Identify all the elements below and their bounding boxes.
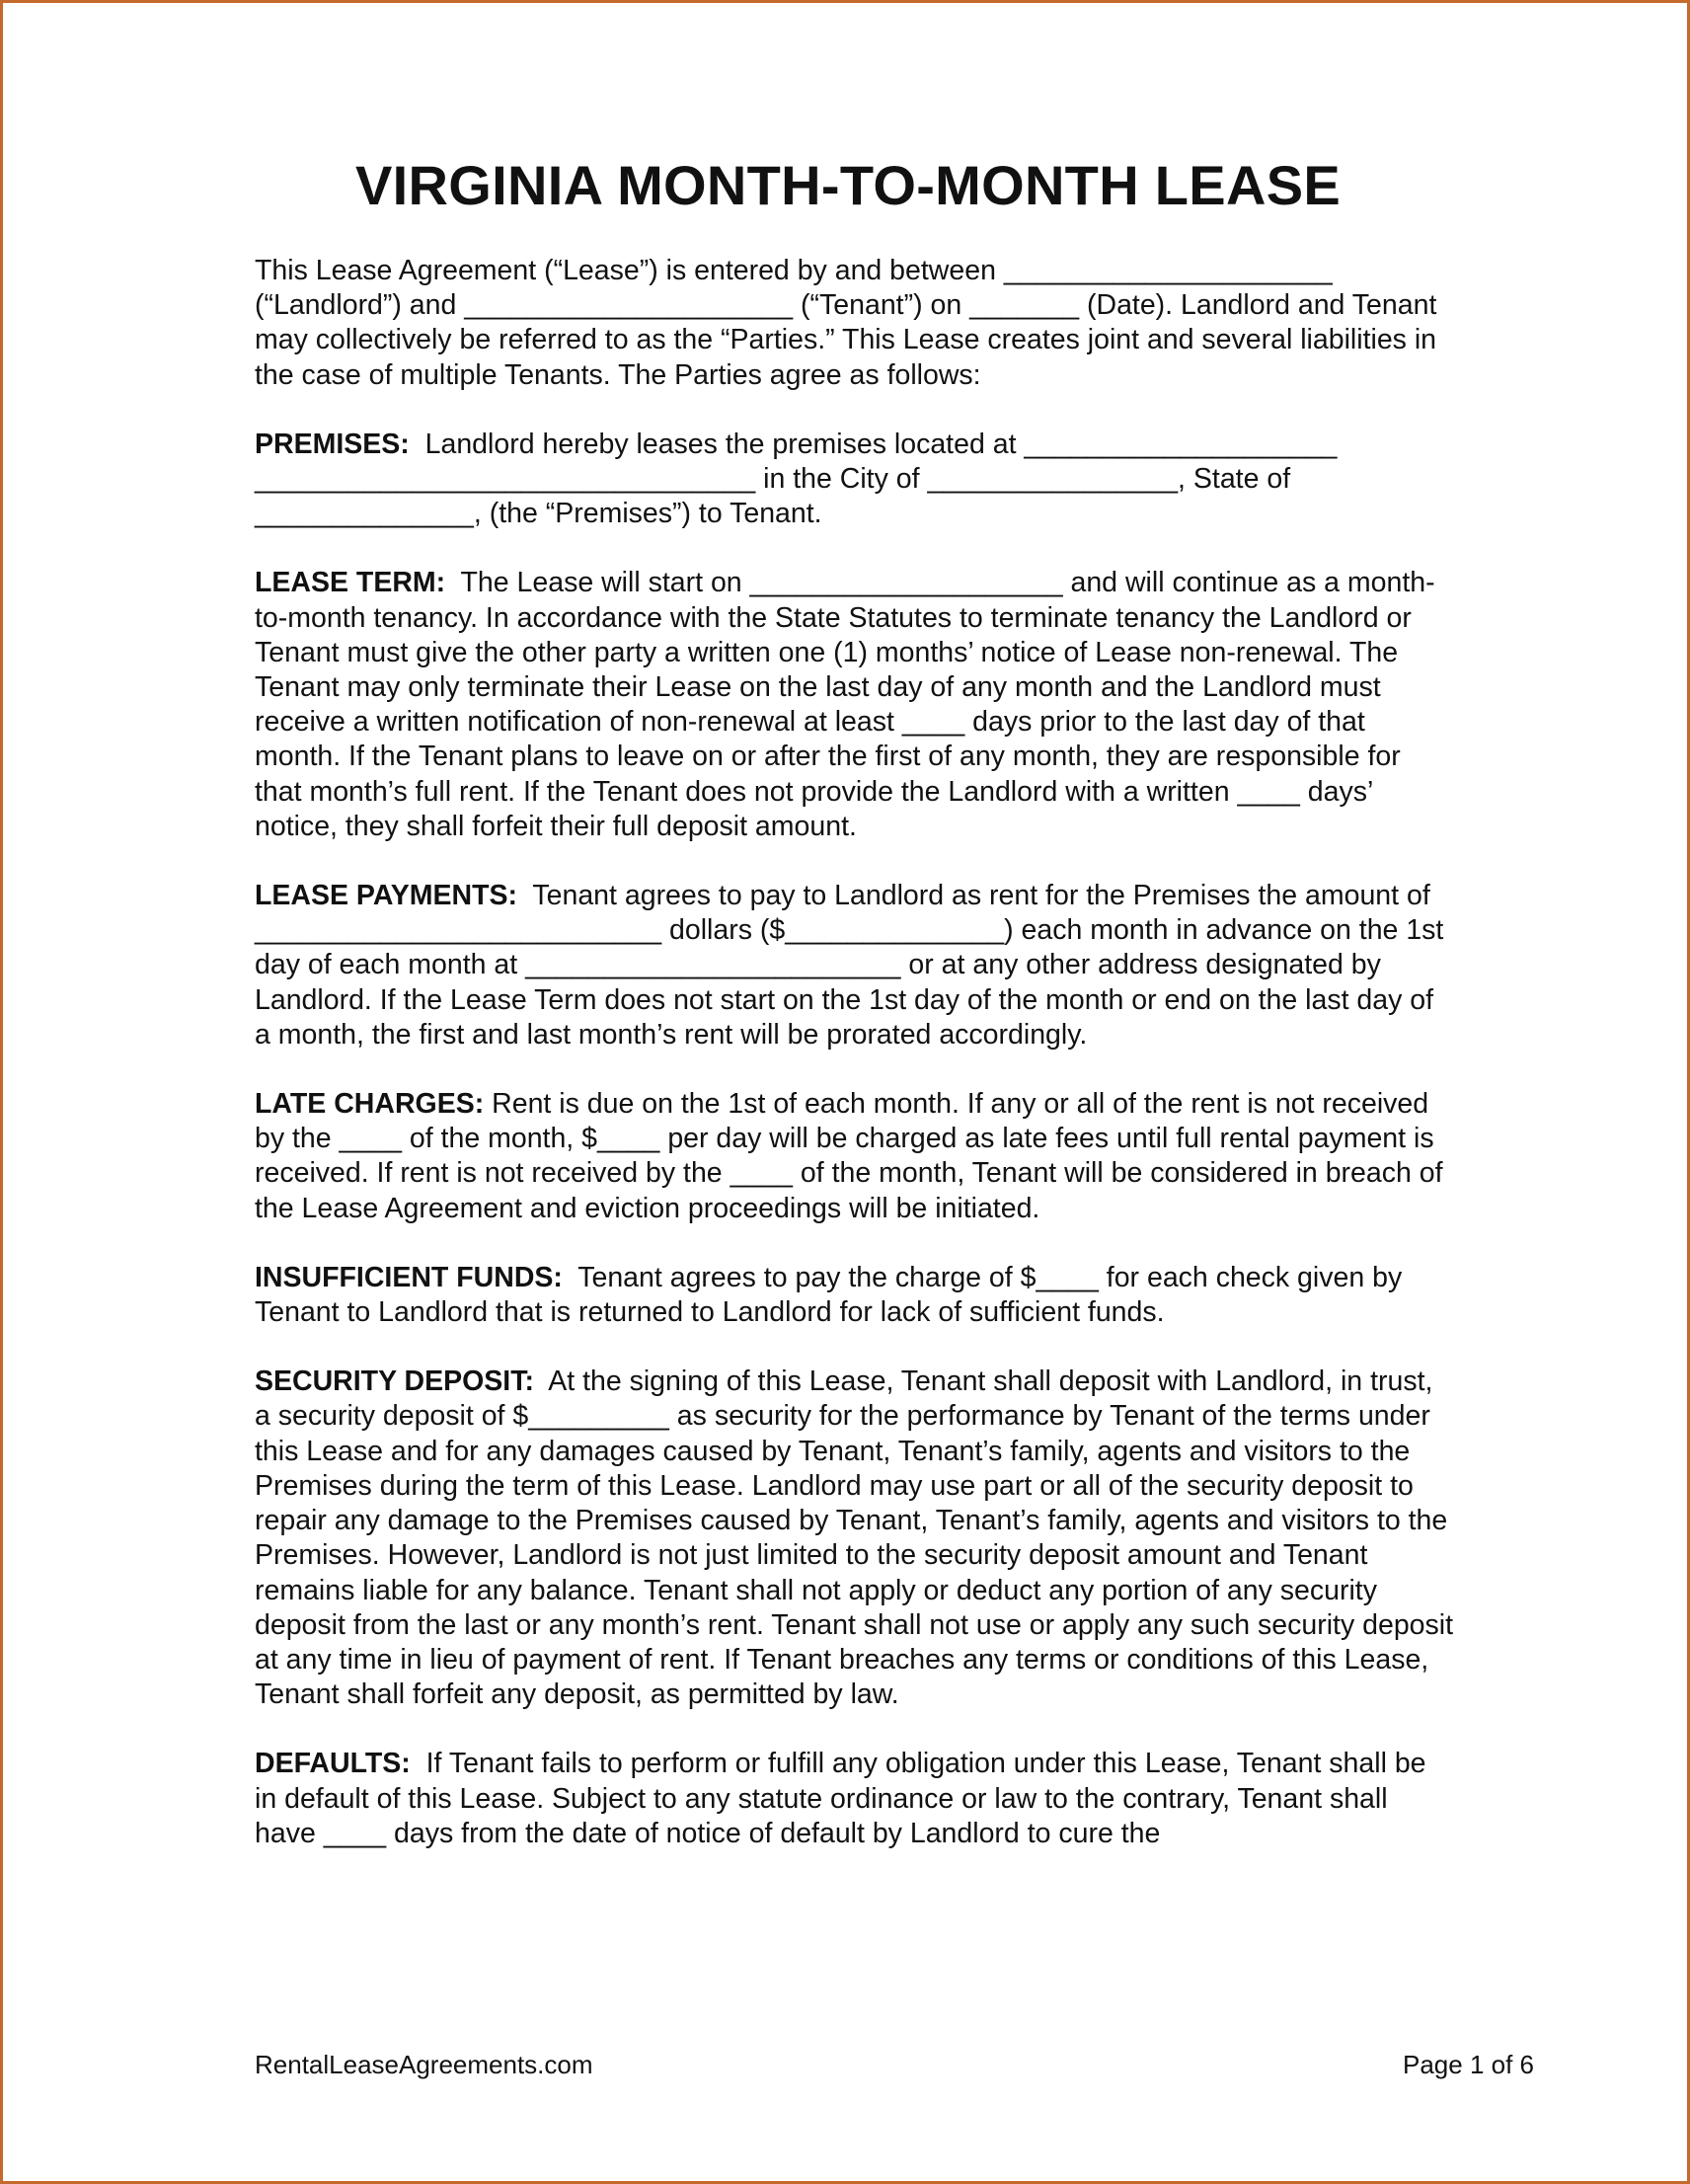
section-text: Rent is due on the 1st of each month. If any or all of the rent is not received by the ____ of the month, $____ per day will be charged as late fees until full rental payment is received. If rent is not received by the ____ of the month, Tenant will be considered in breach of the Lease Agreement and eviction proceedings will be initiated. <box>255 1088 1443 1224</box>
section-text: Tenant agrees to pay the charge of $____ for each check given by Tenant to Landlord that is returned to Landlord for lack of sufficient funds. <box>255 1261 1403 1329</box>
section-text: Landlord hereby leases the premises located at ____________________ ________________________________ in the City of ________________, State of ______________, (the “Premises”) to Tenant. <box>255 428 1338 530</box>
defaults-section <box>255 1747 1454 1851</box>
section-heading: LATE CHARGES: <box>255 1088 485 1121</box>
section-text: Tenant agrees to pay to Landlord as rent for the Premises the amount of __________________________ dollars ($______________) each month in advance on the 1st day of each month at ________________________ or at any other address designated by Landlord. If the Lease Term does not start on the 1st day of the month or end on the last day of a month, the first and last month’s rent will be prorated accordingly. <box>255 880 1444 1051</box>
lease-payments-section <box>255 879 1454 1053</box>
section-text: At the signing of this Lease, Tenant shall deposit with Landlord, in trust, a security deposit of $_________ as security for the performance by Tenant of the terms under this Lease and for any damages caused by Tenant, Tenant’s family, agents and visitors to the Premises during the term of this Lease. Landlord may use part or all of the security deposit to repair any damage to the Premises caused by Tenant, Tenant’s family, agents and visitors to the Premises. However, Landlord is not just limited to the security deposit amount and Tenant remains liable for any balance. Tenant shall not apply or deduct any portion of any security deposit from the last or any month’s rent. Tenant shall not use or apply any such security deposit at any time in lieu of payment of rent. If Tenant breaches any terms or conditions of this Lease, Tenant shall forfeit any deposit, as permitted by law. <box>255 1365 1454 1711</box>
intro-paragraph: This Lease Agreement (“Lease”) is entered by and between _____________________ (“Landlord”) and _____________________ (“Tenant”) on _______ (Date). Landlord and Tenant may collectively be referred to as the “Parties.” This Lease creates joint and several liabilities in the case of multiple Tenants. The Parties agree as follows: <box>255 255 1437 391</box>
section-heading: LEASE PAYMENTS: <box>255 880 518 912</box>
document-title: VIRGINIA MONTH-TO-MONTH LEASE <box>355 154 1341 216</box>
footer-website: RentalLeaseAgreements.com <box>255 2050 593 2079</box>
section-text: The Lease will start on ____________________ and will continue as a month-to-month tenancy. In accordance with the State Statutes to terminate tenancy the Landlord or Tenant must give the other party a written one (1) months’ notice of Lease non-renewal. The Tenant may only terminate their Lease on the last day of any month and the Landlord must receive a written notification of non-renewal at least ____ days prior to the last day of that month. If the Tenant plans to leave on or after the first of any month, they are responsible for that month’s full rent. If the Tenant does not provide the Landlord with a written ____ days’ notice, they shall forfeit their full deposit amount. <box>255 567 1435 842</box>
insufficient-funds-section <box>255 1261 1454 1330</box>
section-heading: DEFAULTS: <box>255 1748 411 1780</box>
security-deposit-section <box>255 1365 1454 1712</box>
premises-section <box>255 428 1454 532</box>
section-text: If Tenant fails to perform or fulfill any obligation under this Lease, Tenant shall be in default of this Lease. Subject to any statute ordinance or law to the contrary, Tenant shall have ____ days from the date of notice of default by Landlord to cure the <box>255 1748 1426 1849</box>
section-heading: LEASE TERM: <box>255 567 446 599</box>
lease-term-section <box>255 566 1454 844</box>
section-heading: INSUFFICIENT FUNDS: <box>255 1261 563 1293</box>
footer-page-number: Page 1 of 6 <box>1403 2050 1534 2079</box>
document-body <box>255 254 1454 1886</box>
late-charges-section <box>255 1087 1454 1226</box>
section-heading: SECURITY DEPOSIT: <box>255 1365 534 1398</box>
section-heading: PREMISES: <box>255 428 410 460</box>
